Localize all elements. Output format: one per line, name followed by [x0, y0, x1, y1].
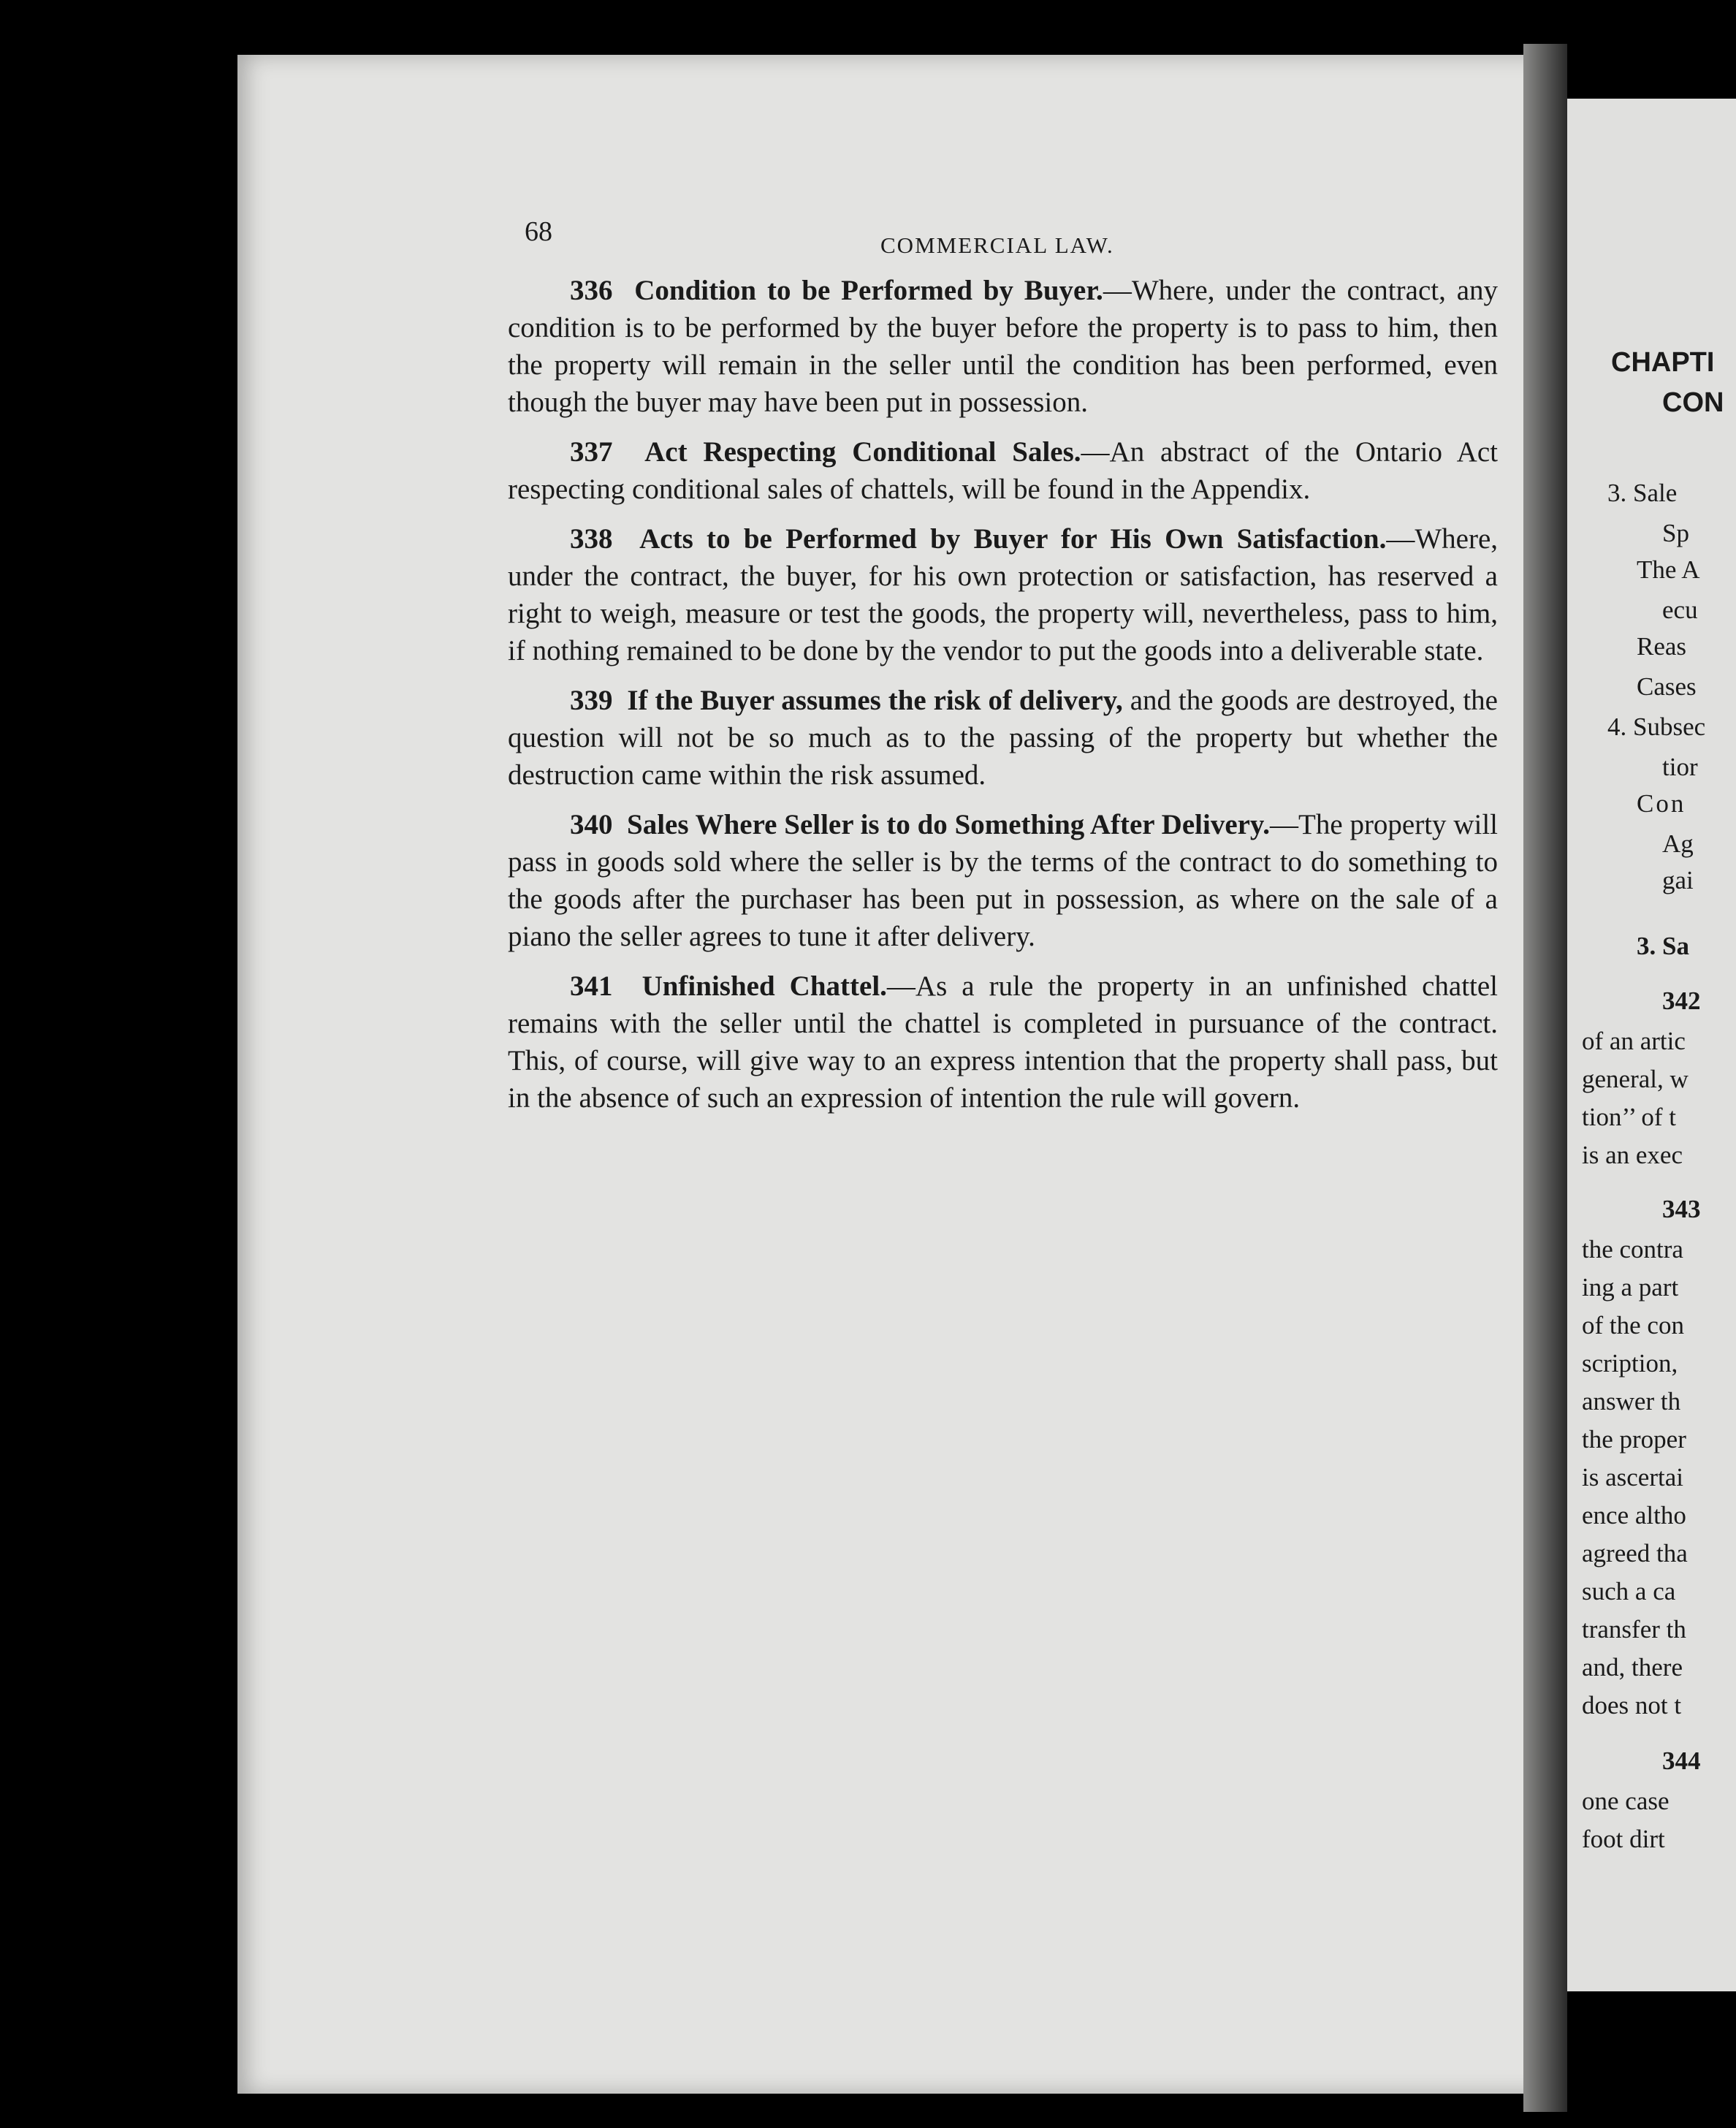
- section-340: [508, 806, 1498, 955]
- section-heading: Condition to be Performed by Buyer.: [634, 275, 1103, 306]
- section-text: —As a rule the property in an unfinished chattel remains with the seller until the chattel is completed in pursuance of the contract. This, of course, will give way to an express intention that the property shall pass, but in the absence of such an expression of intention the rule will govern.: [508, 970, 1499, 1114]
- section-number: 341: [570, 970, 613, 1002]
- right-line: answer th: [1582, 1387, 1681, 1416]
- chapter-heading: CHAPTI: [1611, 347, 1715, 378]
- right-line: The A: [1637, 555, 1700, 584]
- right-line: is an exec: [1582, 1141, 1683, 1169]
- right-line: Reas: [1637, 632, 1687, 661]
- section-text: and the goods are destroyed, the question will not be so much as to the passing of the property but whether the destruction came within the risk assumed.: [508, 685, 1498, 791]
- right-line: of an artic: [1582, 1027, 1686, 1055]
- right-line: ence altho: [1582, 1501, 1686, 1530]
- right-line: agreed tha: [1582, 1539, 1688, 1568]
- running-head: COMMERCIAL LAW.: [880, 232, 1114, 258]
- right-line: tior: [1662, 753, 1698, 781]
- right-line: the contra: [1582, 1235, 1683, 1264]
- section-336: [508, 272, 1498, 421]
- section-number: 340: [570, 809, 613, 840]
- right-page: [1567, 99, 1736, 1991]
- section-heading: If the Buyer assumes the risk of delivery,: [627, 685, 1123, 716]
- section-number: 339: [570, 685, 613, 716]
- right-line: and, there: [1582, 1653, 1683, 1682]
- section-341: [508, 968, 1498, 1117]
- right-line: scription,: [1582, 1349, 1678, 1378]
- book-gutter: [1523, 44, 1567, 2112]
- section-text: —The property will pass in goods sold where the seller is by the terms of the contract to do something to the goods after the purchaser has been put in possession, as where on the sale of a piano the seller agrees to tune it after delivery.: [508, 809, 1498, 952]
- section-heading: Sales Where Seller is to do Something After Delivery.: [627, 809, 1271, 840]
- right-line: Ag: [1662, 829, 1694, 858]
- right-line: of the con: [1582, 1311, 1684, 1340]
- page-number: 68: [525, 216, 552, 247]
- right-line: ecu: [1662, 596, 1698, 624]
- right-line: the proper: [1582, 1425, 1686, 1454]
- section-339: [508, 682, 1498, 794]
- right-line: 343: [1662, 1195, 1701, 1223]
- section-heading: Act Respecting Conditional Sales.: [644, 436, 1081, 468]
- right-line: one case: [1582, 1787, 1670, 1815]
- right-line: 3. Sale: [1607, 479, 1678, 507]
- right-line: does not t: [1582, 1691, 1682, 1720]
- right-line: Con: [1637, 789, 1686, 818]
- right-line: gai: [1662, 866, 1694, 894]
- section-text: —Where, under the contract, any condition is to be performed by the buyer before the property is to pass to him, then the property will remain in the seller until the condition has been performed, even though the buyer may have been put in possession.: [508, 275, 1499, 418]
- section-number: 336: [570, 275, 613, 306]
- section-number: 337: [570, 436, 613, 468]
- right-line: 4. Subsec: [1607, 712, 1706, 741]
- section-heading: Unfinished Chattel.: [642, 970, 887, 1002]
- section-text: —An abstract of the Ontario Act respecting conditional sales of chattels, will be found in the Appendix.: [508, 436, 1498, 505]
- right-line: 342: [1662, 987, 1701, 1015]
- section-337: [508, 433, 1498, 508]
- right-line: 3. Sa: [1637, 932, 1689, 960]
- section-heading: Acts to be Performed by Buyer for His Own Satisfaction.: [639, 523, 1387, 555]
- right-line: Cases: [1637, 672, 1697, 701]
- right-line: such a ca: [1582, 1577, 1676, 1606]
- right-line: transfer th: [1582, 1615, 1686, 1644]
- left-page-body: [508, 272, 1498, 1129]
- right-line: general, w: [1582, 1065, 1689, 1093]
- right-line: is ascertai: [1582, 1463, 1683, 1492]
- right-line: tion’’ of t: [1582, 1103, 1676, 1131]
- section-text: —Where, under the contract, the buyer, for his own protection or satisfaction, has reserved a right to weigh, measure or test the goods, the property will, nevertheless, pass to him, if nothing remained to be done by the vendor to put the goods into a deliverable state.: [508, 523, 1499, 666]
- section-338: [508, 520, 1498, 669]
- right-line: Sp: [1662, 519, 1689, 547]
- right-line: 344: [1662, 1747, 1701, 1775]
- right-line: ing a part: [1582, 1273, 1679, 1302]
- chapter-subheading: CON: [1662, 387, 1724, 418]
- right-line: foot dirt: [1582, 1825, 1665, 1853]
- section-number: 338: [570, 523, 613, 555]
